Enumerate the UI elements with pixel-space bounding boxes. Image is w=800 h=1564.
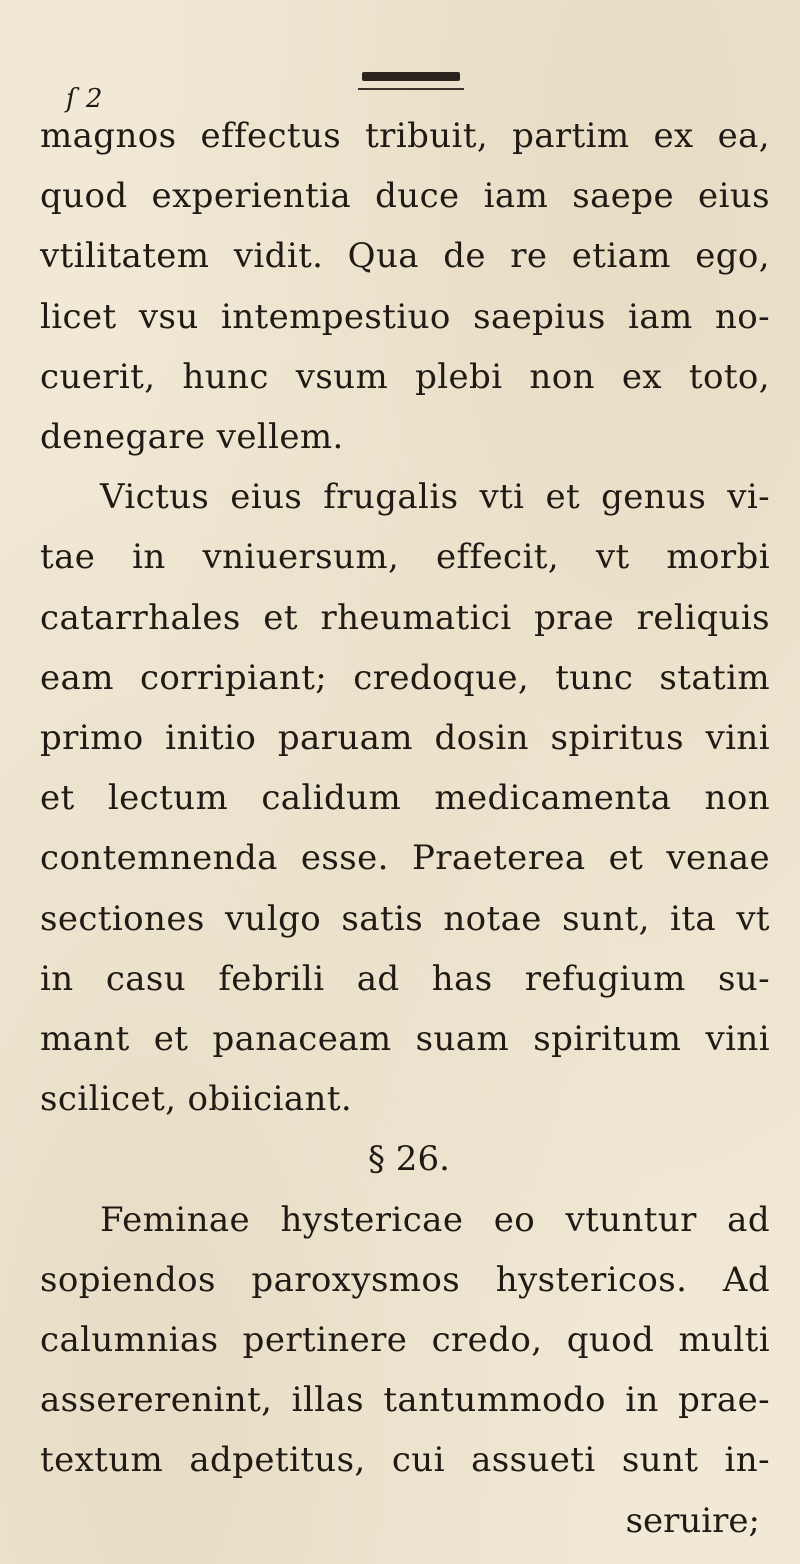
text-line: contemnenda esse. Praeterea et venae (40, 838, 770, 879)
text-line: vtilitatem vidit. Qua de re etiam ego, (40, 236, 770, 277)
text-line: tae in vniuersum, effecit, vt morbi (40, 537, 770, 578)
text-line: scilicet, obiiciant. (40, 1079, 353, 1120)
text-line: cuerit, hunc vsum plebi non ex toto, (40, 356, 770, 397)
header-rule (362, 72, 460, 81)
text-line: mant et panaceam suam spiritum vini (40, 1019, 770, 1060)
text-line: catarrhales et rheumatici prae reliquis (40, 597, 770, 638)
text-line: calumnias pertinere credo, quod multi (40, 1320, 770, 1361)
page-body (40, 106, 770, 1551)
text-line: sectiones vulgo satis notae sunt, ita vt (40, 898, 770, 939)
text-line: magnos effectus tribuit, partim ex ea, (40, 116, 770, 156)
text-line: Victus eius frugalis vti et genus vi- (100, 477, 770, 518)
text-line: eam corripiant; credoque, tunc statim (40, 657, 770, 698)
header-rule-thin (358, 88, 464, 90)
section-heading: § 26. (368, 1139, 450, 1180)
signature-mark: ſ 2 (66, 84, 104, 114)
text-line: textum adpetitus, cui assueti sunt in- (40, 1440, 770, 1481)
text-line: in casu febrili ad has refugium su- (40, 958, 770, 999)
text-line: sopiendos paroxysmos hystericos. Ad (40, 1259, 770, 1300)
text-line: quod experientia duce iam saepe eius (40, 176, 770, 217)
text-line: Feminae hystericae eo vtuntur ad (100, 1199, 770, 1240)
text-line: primo initio paruam dosin spiritus vini (40, 718, 770, 759)
text-line: et lectum calidum medicamenta non (40, 778, 770, 819)
catchword: seruire; (625, 1500, 760, 1541)
text-line: assererenint, illas tantummodo in prae- (40, 1380, 770, 1421)
text-line: denegare vellem. (40, 417, 344, 458)
text-line: licet vsu intempestiuo saepius iam no- (40, 296, 770, 337)
